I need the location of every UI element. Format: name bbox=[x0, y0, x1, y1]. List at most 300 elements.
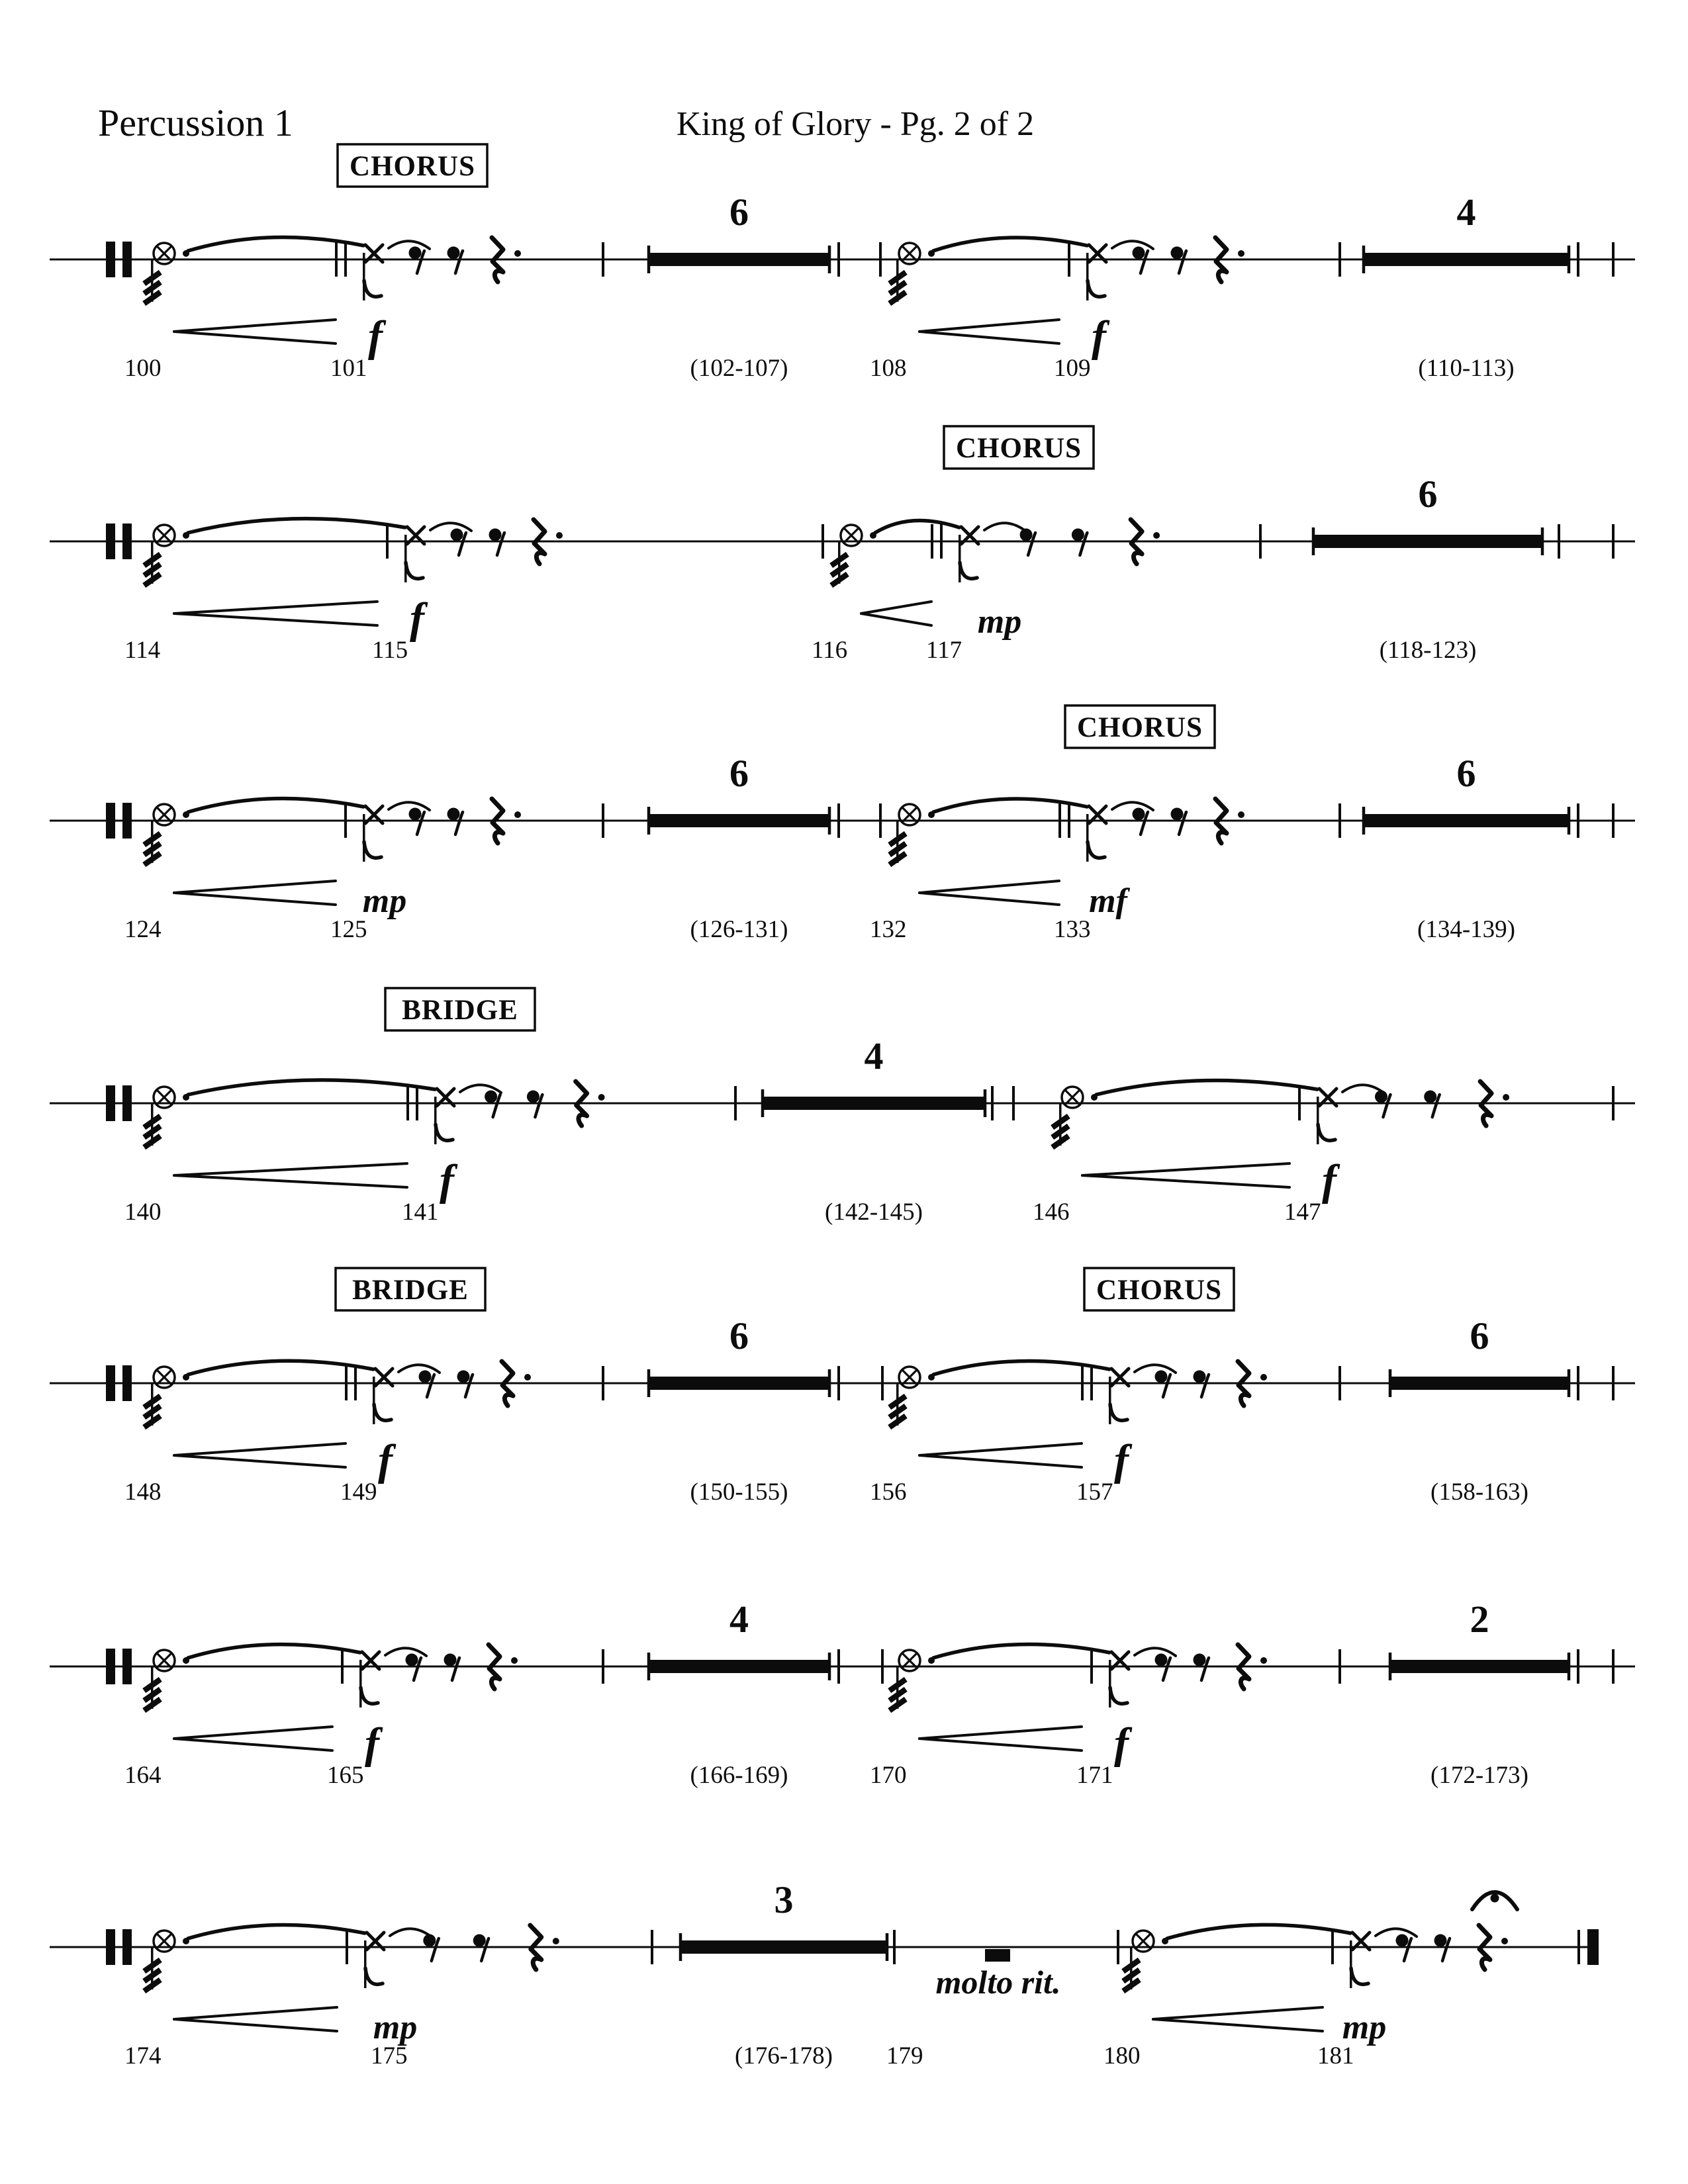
hairpin-upper bbox=[174, 881, 336, 893]
staff-system bbox=[50, 705, 1635, 943]
eighth-rest-head bbox=[406, 1654, 418, 1666]
note-stem bbox=[363, 814, 365, 862]
double-barline bbox=[1058, 803, 1061, 838]
tremolo-beams bbox=[888, 831, 907, 867]
eighth-rest-head bbox=[451, 529, 463, 541]
measure-number: 114 bbox=[124, 637, 161, 664]
cymbal-notehead bbox=[841, 525, 862, 546]
eighth-rest-head bbox=[1072, 529, 1084, 541]
eighth-rest-head bbox=[1396, 1934, 1409, 1947]
measure-barline bbox=[602, 803, 604, 838]
system-start-barline bbox=[106, 242, 115, 277]
hairpin-upper bbox=[174, 1727, 332, 1739]
section-label: CHORUS bbox=[956, 433, 1082, 464]
measure-number: 149 bbox=[340, 1479, 377, 1506]
system-end-barline bbox=[1612, 524, 1615, 559]
multirest-bar bbox=[1313, 535, 1542, 548]
crescendo-hairpin bbox=[174, 2007, 337, 2031]
hairpin-upper bbox=[174, 602, 377, 614]
double-barline bbox=[354, 1366, 357, 1400]
phrase-slur bbox=[188, 1925, 365, 1938]
section-box bbox=[1065, 705, 1215, 748]
eighth-flag bbox=[1318, 1124, 1335, 1140]
double-barline bbox=[416, 1086, 418, 1120]
measure-number: 117 bbox=[926, 637, 962, 664]
hairpin-upper bbox=[174, 320, 336, 332]
multirest-bar bbox=[649, 253, 829, 266]
let-ring-tie bbox=[390, 1929, 431, 1936]
eighth-flag bbox=[436, 1124, 453, 1140]
eighth-rest-head bbox=[489, 529, 502, 541]
hairpin-upper bbox=[919, 1443, 1082, 1455]
multimeasure-rest bbox=[647, 1314, 831, 1506]
crescendo-hairpin bbox=[174, 881, 336, 905]
measure-number: 140 bbox=[124, 1199, 162, 1226]
measure-number: 180 bbox=[1103, 2042, 1141, 2070]
phrase-slur bbox=[875, 521, 959, 533]
hairpin-lower bbox=[174, 614, 377, 625]
let-ring-tie bbox=[399, 1365, 440, 1373]
eighth-flag bbox=[1088, 281, 1105, 296]
note-stem bbox=[1109, 1377, 1111, 1424]
system-start-barline bbox=[106, 1929, 115, 1965]
staff-system bbox=[50, 144, 1635, 382]
system-start-barline bbox=[122, 523, 132, 559]
multimeasure-rest bbox=[1389, 1598, 1571, 1789]
multirest-count: 6 bbox=[1418, 473, 1438, 516]
measure-barline bbox=[991, 1086, 994, 1120]
rest-augmentation-dot bbox=[1503, 1094, 1509, 1101]
tempo-text: molto rit. bbox=[935, 1964, 1061, 2001]
eighth-rest-head bbox=[444, 1654, 457, 1666]
multirest-count: 2 bbox=[1470, 1598, 1489, 1641]
dynamic-marking: mp bbox=[373, 2009, 418, 2046]
measure-number: 175 bbox=[371, 2042, 408, 2070]
hairpin-upper bbox=[174, 1443, 346, 1455]
eighth-rest-head bbox=[409, 808, 422, 821]
hairpin-upper bbox=[861, 602, 931, 614]
multirest-range: (166-169) bbox=[690, 1762, 788, 1789]
crescendo-hairpin bbox=[174, 320, 336, 343]
hairpin-lower bbox=[174, 893, 336, 905]
hairpin-lower bbox=[174, 332, 336, 343]
eighth-rest-head bbox=[1424, 1091, 1436, 1103]
eighth-rest-head bbox=[447, 808, 460, 821]
measure-barline bbox=[837, 803, 840, 838]
cymbal-notehead bbox=[154, 243, 175, 264]
let-ring-tie bbox=[1112, 802, 1153, 810]
tremolo-beams bbox=[888, 270, 907, 306]
measure-barline bbox=[1338, 1649, 1341, 1684]
measure-barline bbox=[1338, 242, 1341, 277]
let-ring-tie bbox=[460, 1085, 501, 1093]
measure-barline bbox=[386, 524, 389, 559]
hairpin-lower bbox=[174, 1175, 407, 1187]
eighth-rest-head bbox=[419, 1371, 432, 1383]
measure-number: 125 bbox=[330, 916, 367, 943]
measure-number: 124 bbox=[124, 916, 162, 943]
dynamic-marking: f bbox=[1114, 1436, 1129, 1484]
note-stem bbox=[364, 1940, 367, 1988]
multirest-count: 4 bbox=[1456, 191, 1476, 234]
dynamic-marking: f bbox=[1322, 1156, 1336, 1205]
let-ring-tie bbox=[1112, 241, 1153, 249]
eighth-rest-head bbox=[1194, 1654, 1206, 1666]
section-label: CHORUS bbox=[1077, 712, 1203, 743]
crescendo-hairpin bbox=[919, 1727, 1082, 1751]
tremolo-beams bbox=[142, 1114, 162, 1150]
phrase-slur bbox=[188, 1080, 435, 1095]
crescendo-hairpin bbox=[174, 602, 377, 625]
cymbal-notehead bbox=[154, 804, 175, 825]
multirest-count: 6 bbox=[729, 752, 749, 795]
eighth-flag bbox=[364, 281, 381, 296]
staff-system bbox=[50, 426, 1635, 664]
measure-number: 174 bbox=[124, 2042, 162, 2070]
eighth-flag bbox=[1110, 1688, 1127, 1704]
eighth-rest-head bbox=[457, 1371, 470, 1383]
measure-barline bbox=[1577, 1649, 1579, 1684]
let-ring-tie bbox=[1135, 1648, 1176, 1656]
hairpin-upper bbox=[919, 1727, 1082, 1739]
eighth-flag bbox=[1110, 1404, 1127, 1420]
hairpin-upper bbox=[174, 2007, 337, 2019]
system-end-barline bbox=[1612, 1086, 1615, 1120]
system-start-barline bbox=[106, 523, 115, 559]
multirest-range: (176-178) bbox=[735, 2042, 833, 2070]
hairpin-lower bbox=[1153, 2019, 1323, 2031]
dynamic-marking: f bbox=[368, 312, 383, 361]
measure-barline bbox=[602, 1649, 604, 1684]
measure-barline bbox=[602, 1366, 604, 1400]
rest-augmentation-dot bbox=[1260, 1657, 1267, 1664]
rest-augmentation-dot bbox=[1238, 811, 1244, 818]
section-label: BRIDGE bbox=[352, 1275, 469, 1306]
multimeasure-rest bbox=[647, 191, 831, 382]
dynamic-marking: f bbox=[1114, 1719, 1129, 1768]
section-box bbox=[338, 144, 487, 187]
multirest-bar bbox=[1390, 1377, 1569, 1390]
eighth-flag bbox=[1351, 1968, 1368, 1984]
multirest-count: 6 bbox=[1470, 1314, 1489, 1357]
multirest-range: (158-163) bbox=[1430, 1479, 1528, 1506]
tremolo-beams bbox=[142, 1394, 162, 1430]
section-box bbox=[336, 1268, 485, 1310]
tremolo-beams bbox=[142, 831, 162, 867]
crescendo-hairpin bbox=[174, 1727, 332, 1751]
final-barline-thin bbox=[1577, 1930, 1580, 1964]
multirest-count: 3 bbox=[774, 1878, 794, 1921]
measure-barline bbox=[651, 1930, 653, 1964]
system-start-barline bbox=[106, 1365, 115, 1401]
measure-barline bbox=[837, 1649, 840, 1684]
double-barline bbox=[335, 242, 338, 277]
rest-augmentation-dot bbox=[553, 1938, 559, 1944]
staff-system bbox=[50, 988, 1635, 1226]
section-label: BRIDGE bbox=[402, 995, 518, 1026]
dynamic-marking: f bbox=[365, 1719, 379, 1768]
eighth-rest-head bbox=[473, 1934, 486, 1947]
multirest-bar bbox=[649, 814, 829, 827]
multimeasure-rest bbox=[647, 1598, 831, 1789]
measure-barline bbox=[1577, 242, 1579, 277]
rest-augmentation-dot bbox=[598, 1094, 605, 1101]
measure-number: 147 bbox=[1284, 1199, 1321, 1226]
measure-barline bbox=[881, 1366, 884, 1400]
part-name: Percussion 1 bbox=[98, 101, 293, 144]
note-stem bbox=[1109, 1660, 1111, 1707]
eighth-rest-head bbox=[1375, 1091, 1387, 1103]
let-ring-tie bbox=[1135, 1365, 1176, 1373]
staff-system bbox=[50, 1598, 1635, 1789]
tremolo-beams bbox=[142, 270, 162, 306]
measure-barline bbox=[1338, 803, 1341, 838]
cymbal-notehead bbox=[899, 1367, 920, 1388]
dynamic-marking: mp bbox=[1342, 2009, 1387, 2046]
eighth-flag bbox=[406, 563, 423, 578]
rest-augmentation-dot bbox=[514, 811, 521, 818]
tremolo-beams bbox=[142, 1958, 162, 1993]
measure-number: 146 bbox=[1033, 1199, 1070, 1226]
double-barline bbox=[1090, 1366, 1093, 1400]
hairpin-upper bbox=[1082, 1163, 1289, 1175]
multirest-count: 6 bbox=[729, 191, 749, 234]
system-start-barline bbox=[122, 242, 132, 277]
multirest-count: 4 bbox=[729, 1598, 749, 1641]
let-ring-tie bbox=[389, 241, 430, 249]
note-motif bbox=[1012, 1080, 1509, 1226]
hairpin-lower bbox=[919, 332, 1059, 343]
eighth-flag bbox=[364, 842, 381, 858]
measure-barline bbox=[1577, 1366, 1579, 1400]
multirest-range: (102-107) bbox=[690, 355, 788, 382]
cymbal-notehead bbox=[899, 1650, 920, 1671]
system-start-barline bbox=[122, 803, 132, 839]
hairpin-upper bbox=[1153, 2007, 1323, 2019]
double-barline bbox=[940, 524, 943, 559]
measure-barline bbox=[1558, 524, 1560, 559]
let-ring-tie bbox=[430, 523, 471, 531]
eighth-flag bbox=[960, 563, 977, 578]
multirest-count: 6 bbox=[1456, 752, 1476, 795]
measure-barline bbox=[881, 1649, 884, 1684]
measure-barline bbox=[346, 1930, 348, 1964]
double-barline bbox=[344, 242, 347, 277]
hairpin-upper bbox=[919, 881, 1059, 893]
note-stem bbox=[373, 1377, 375, 1424]
tremolo-beams bbox=[888, 1677, 907, 1713]
rest-augmentation-dot bbox=[511, 1657, 518, 1664]
section-box bbox=[1084, 1268, 1234, 1310]
note-stem bbox=[1086, 253, 1089, 300]
multirest-range: (150-155) bbox=[690, 1479, 788, 1506]
system-start-barline bbox=[122, 1365, 132, 1401]
cymbal-notehead bbox=[154, 1931, 175, 1952]
eighth-rest-head bbox=[1020, 529, 1033, 541]
system-end-barline bbox=[1612, 1366, 1615, 1400]
rest-augmentation-dot bbox=[1238, 250, 1244, 257]
hairpin-lower bbox=[174, 1739, 332, 1751]
let-ring-tie bbox=[1376, 1929, 1417, 1936]
section-box bbox=[944, 426, 1094, 469]
multirest-bar bbox=[1364, 814, 1569, 827]
system-start-barline bbox=[106, 1085, 115, 1121]
hairpin-lower bbox=[174, 2019, 337, 2031]
measure-barline bbox=[893, 1930, 896, 1964]
double-barline bbox=[345, 1366, 348, 1400]
measure-number: 116 bbox=[812, 637, 848, 664]
measure-number: 141 bbox=[402, 1199, 439, 1226]
tremolo-beams bbox=[1051, 1114, 1070, 1150]
rest-augmentation-dot bbox=[524, 1374, 531, 1381]
crescendo-hairpin bbox=[919, 881, 1059, 905]
cymbal-notehead bbox=[154, 1367, 175, 1388]
hairpin-lower bbox=[1082, 1175, 1289, 1187]
crescendo-hairpin bbox=[174, 1163, 407, 1187]
system-end-barline bbox=[1612, 803, 1615, 838]
eighth-flag bbox=[365, 1968, 383, 1984]
note-stem bbox=[959, 535, 961, 582]
system-start-barline bbox=[106, 803, 115, 839]
measure-barline bbox=[344, 803, 347, 838]
multirest-range: (134-139) bbox=[1417, 916, 1515, 943]
phrase-slur bbox=[933, 799, 1087, 812]
crescendo-hairpin bbox=[1082, 1163, 1289, 1187]
rest-augmentation-dot bbox=[556, 532, 563, 539]
measure-barline bbox=[341, 1649, 344, 1684]
note-motif bbox=[124, 519, 563, 664]
note-motif bbox=[124, 1080, 605, 1226]
eighth-flag bbox=[361, 1688, 378, 1704]
double-barline bbox=[406, 1086, 409, 1120]
double-barline bbox=[931, 524, 933, 559]
measure-barline bbox=[1338, 1366, 1341, 1400]
measure-barline bbox=[837, 242, 840, 277]
measure-number: 100 bbox=[124, 355, 162, 382]
hairpin-lower bbox=[919, 1739, 1082, 1751]
measure-barline bbox=[1259, 524, 1262, 559]
crescendo-hairpin bbox=[174, 1443, 346, 1467]
eighth-rest-head bbox=[1194, 1371, 1206, 1383]
measure-barline bbox=[1117, 1930, 1119, 1964]
note-stem bbox=[1350, 1940, 1352, 1988]
phrase-slur bbox=[1167, 1925, 1350, 1938]
multimeasure-rest bbox=[1362, 752, 1571, 943]
rest-augmentation-dot bbox=[514, 250, 521, 257]
tremolo-beams bbox=[829, 552, 849, 588]
system-end-barline bbox=[1612, 1649, 1615, 1684]
tremolo-beams bbox=[888, 1394, 907, 1430]
eighth-rest-head bbox=[1133, 247, 1145, 259]
multirest-bar bbox=[1364, 253, 1569, 266]
eighth-rest-head bbox=[1155, 1654, 1168, 1666]
fermata bbox=[1472, 1892, 1517, 1909]
cymbal-notehead bbox=[154, 1650, 175, 1671]
measure-number: 115 bbox=[372, 637, 408, 664]
multirest-count: 4 bbox=[864, 1034, 884, 1077]
measure-number: 171 bbox=[1076, 1762, 1113, 1789]
multirest-bar bbox=[1390, 1660, 1569, 1673]
let-ring-tie bbox=[385, 1648, 426, 1656]
measure-barline bbox=[1012, 1086, 1015, 1120]
measure-number: 101 bbox=[330, 355, 367, 382]
system-start-barline bbox=[106, 1649, 115, 1684]
system-start-barline bbox=[122, 1929, 132, 1965]
dynamic-marking: f bbox=[410, 594, 424, 643]
eighth-rest-head bbox=[1155, 1371, 1168, 1383]
section-label: CHORUS bbox=[1096, 1275, 1222, 1306]
eighth-rest-head bbox=[1133, 808, 1145, 821]
double-barline bbox=[1068, 803, 1070, 838]
phrase-slur bbox=[933, 1644, 1109, 1658]
eighth-rest-head bbox=[527, 1091, 539, 1103]
multirest-bar bbox=[680, 1940, 887, 1954]
final-barline-thick bbox=[1587, 1929, 1599, 1965]
note-stem bbox=[434, 1097, 437, 1144]
cymbal-notehead bbox=[1133, 1931, 1154, 1952]
eighth-rest-head bbox=[423, 1934, 436, 1947]
measure-barline bbox=[837, 1366, 840, 1400]
section-label: CHORUS bbox=[350, 151, 475, 182]
page-title: King of Glory - Pg. 2 of 2 bbox=[676, 105, 1035, 143]
measure-barline bbox=[734, 1086, 737, 1120]
staff-system bbox=[50, 1268, 1635, 1506]
multirest-range: (118-123) bbox=[1379, 637, 1477, 664]
measure-barline bbox=[1068, 242, 1070, 277]
note-stem bbox=[363, 253, 365, 300]
rest-augmentation-dot bbox=[1260, 1374, 1267, 1381]
hairpin-upper bbox=[174, 1163, 407, 1175]
multirest-range: (172-173) bbox=[1430, 1762, 1528, 1789]
cymbal-notehead bbox=[154, 1087, 175, 1108]
multimeasure-rest bbox=[1389, 1314, 1571, 1506]
measure-barline bbox=[821, 524, 824, 559]
eighth-rest-head bbox=[447, 247, 460, 259]
measure-number: 109 bbox=[1054, 355, 1091, 382]
eighth-rest-head bbox=[409, 247, 422, 259]
tremolo-beams bbox=[1121, 1958, 1141, 1993]
rest-augmentation-dot bbox=[1153, 532, 1160, 539]
tremolo-beams bbox=[142, 1677, 162, 1713]
eighth-flag bbox=[1088, 842, 1105, 858]
note-stem bbox=[404, 535, 407, 582]
note-motif bbox=[1103, 1892, 1517, 2070]
cymbal-notehead bbox=[899, 243, 920, 264]
cymbal-notehead bbox=[899, 804, 920, 825]
measure-number: 170 bbox=[870, 1762, 907, 1789]
dynamic-marking: mp bbox=[977, 603, 1022, 641]
whole-rest bbox=[985, 1949, 1010, 1962]
dynamic-marking: mf bbox=[1089, 882, 1127, 920]
multirest-bar bbox=[649, 1660, 829, 1673]
note-stem bbox=[1317, 1097, 1319, 1144]
double-barline bbox=[1081, 1366, 1084, 1400]
measure-barline bbox=[879, 803, 882, 838]
note-stem bbox=[1086, 814, 1089, 862]
measure-number: 165 bbox=[327, 1762, 364, 1789]
rest-augmentation-dot bbox=[1501, 1938, 1508, 1944]
multirest-range: (110-113) bbox=[1418, 355, 1515, 382]
multirest-bar bbox=[649, 1377, 829, 1390]
measure-number: 133 bbox=[1054, 916, 1091, 943]
measure-number: 148 bbox=[124, 1479, 162, 1506]
measure-number: 157 bbox=[1076, 1479, 1113, 1506]
crescendo-hairpin bbox=[919, 320, 1059, 343]
staff-system bbox=[50, 1878, 1599, 2070]
phrase-slur bbox=[933, 238, 1087, 251]
measure-barline bbox=[1577, 803, 1579, 838]
hairpin-lower bbox=[919, 1455, 1082, 1467]
